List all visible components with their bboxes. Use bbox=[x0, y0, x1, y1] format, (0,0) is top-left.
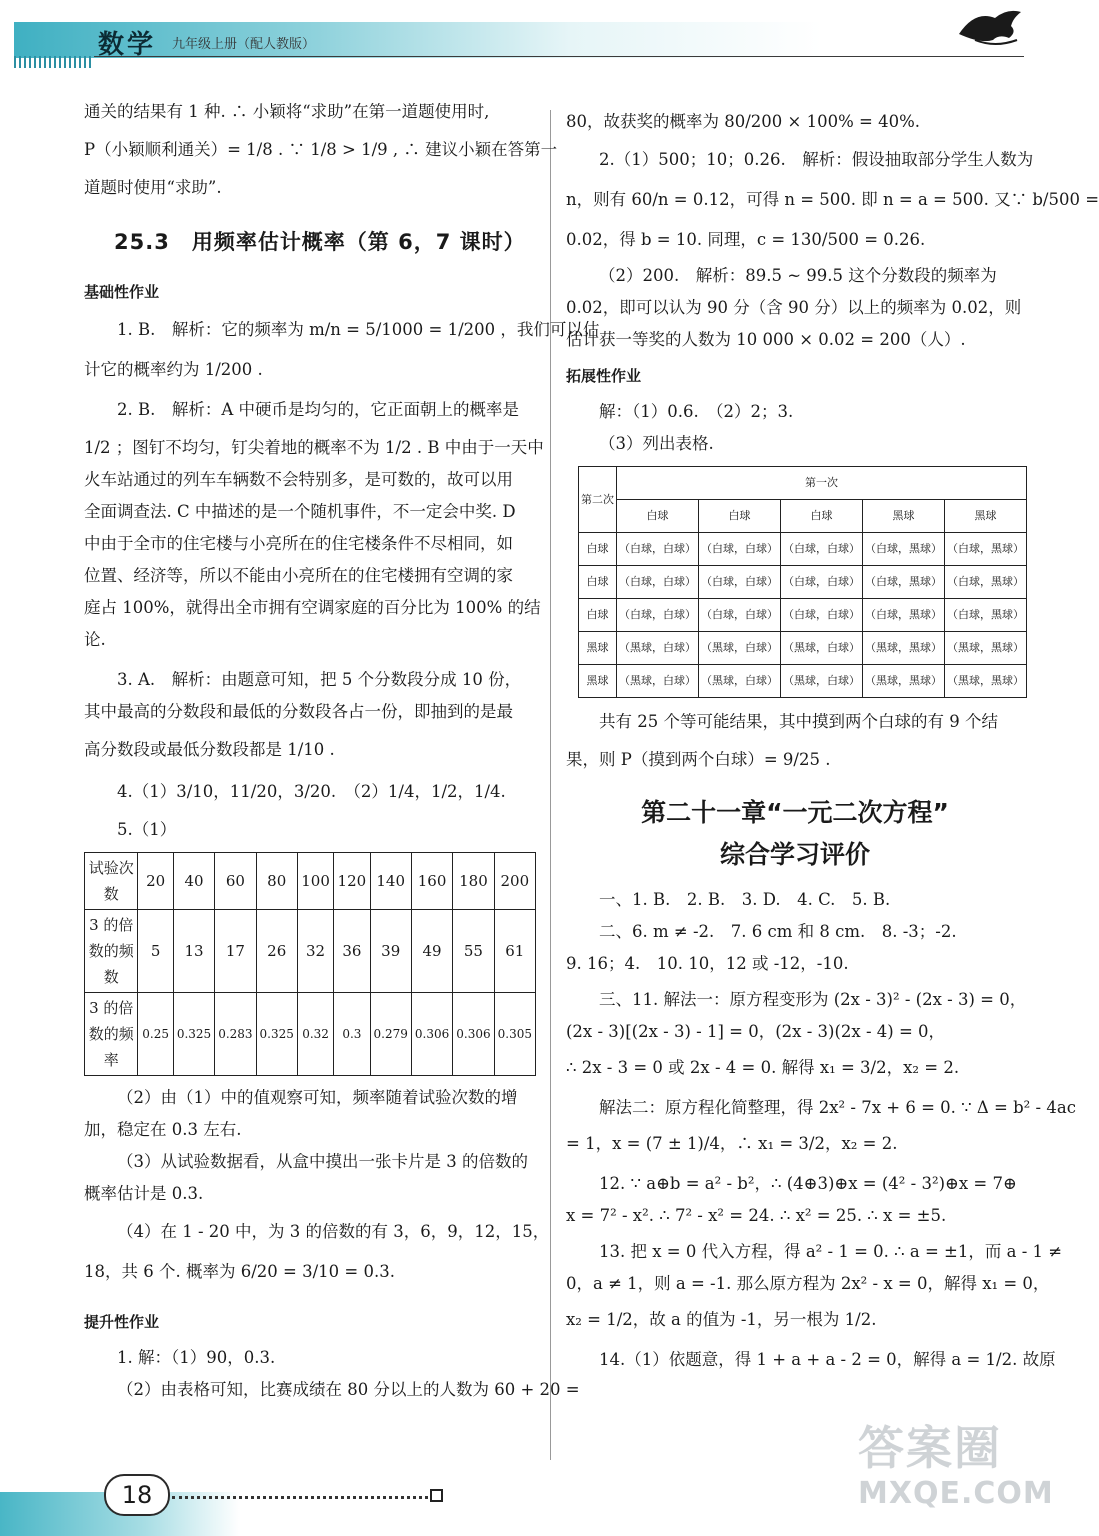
table-cell: （白球，白球） bbox=[781, 533, 863, 566]
answer-line: 位置、经济等，所以不能由小亮所在的住宅楼拥有空调的家 bbox=[84, 566, 513, 585]
answer-line: 3. A. 解析：由题意可知，把 5 个分数段分成 10 份， bbox=[117, 670, 522, 689]
intro-line: 通关的结果有 1 种. ∴ 小颖将“求助”在第一道题使用时, bbox=[84, 102, 490, 121]
table-cell: （白球，白球） bbox=[699, 599, 781, 632]
table-cell: （黑球，白球） bbox=[617, 665, 699, 698]
answer-line: x₂ = 1/2，故 a 的值为 -1，另一根为 1/2. bbox=[566, 1310, 877, 1329]
table-row bbox=[579, 566, 1027, 599]
watermark-logo-text: 答案圈 bbox=[858, 1421, 1002, 1475]
corner-header: 第二次 bbox=[579, 467, 617, 533]
answer-line: 二、6. m ≠ -2. 7. 6 cm 和 8 cm. 8. -3；-2. bbox=[599, 922, 957, 941]
table-cell: （黑球，白球） bbox=[781, 632, 863, 665]
table-cell: 0.306 bbox=[411, 993, 452, 1076]
answer-line: 庭占 100%，就得出全市拥有空调家庭的百分比为 100% 的结 bbox=[84, 598, 541, 617]
table-cell: （白球，黑球） bbox=[945, 599, 1027, 632]
table-cell: 0.25 bbox=[138, 993, 173, 1076]
column-divider bbox=[550, 110, 551, 1460]
header-rule bbox=[94, 56, 1024, 57]
table-cell: 0.283 bbox=[215, 993, 256, 1076]
answer-line: 计它的概率约为 1/200 . bbox=[84, 360, 263, 379]
table-cell: 0.305 bbox=[494, 993, 535, 1076]
answer-line: （3）从试验数据看，从盒中摸出一张卡片是 3 的倍数的 bbox=[117, 1152, 528, 1171]
answer-line: 论. bbox=[84, 630, 106, 649]
answer-line: n，则有 60/n = 0.12，可得 n = 500. 即 n = a = 500. 又∵ b/500 = bbox=[566, 190, 1099, 209]
table-cell: 49 bbox=[411, 910, 452, 993]
table-cell: 13 bbox=[173, 910, 214, 993]
table-cell: 40 bbox=[173, 853, 214, 910]
table-row bbox=[85, 853, 536, 910]
table-cell: （黑球，黑球） bbox=[945, 665, 1027, 698]
table-row bbox=[579, 467, 1027, 500]
answer-line: 18，共 6 个. 概率为 6/20 = 3/10 = 0.3. bbox=[84, 1262, 395, 1281]
table-cell: 80 bbox=[256, 853, 297, 910]
table-cell: 0.325 bbox=[256, 993, 297, 1076]
page-header bbox=[0, 0, 1041, 70]
table-cell: （黑球，白球） bbox=[699, 632, 781, 665]
table-cell: （白球，白球） bbox=[699, 566, 781, 599]
table-cell: （黑球，黑球） bbox=[863, 632, 945, 665]
answer-line: 2. B. 解析：A 中硬币是均匀的，它正面朝上的概率是 bbox=[117, 400, 520, 419]
header-band bbox=[14, 22, 1024, 58]
answer-line: 三、11. 解法一：原方程变形为 (2x - 3)² - (2x - 3) = 0， bbox=[599, 990, 1027, 1009]
answer-line: 解法二：原方程化简整理，得 2x² - 7x + 6 = 0. ∵ Δ = b² - 4ac bbox=[599, 1098, 1076, 1117]
intro-line: P（小颖顺利通关）= 1/8 . ∵ 1/8 > 1/9 , ∴ 建议小颖在答第一 bbox=[84, 140, 558, 159]
table-cell: （白球，白球） bbox=[617, 566, 699, 599]
bird-logo-icon bbox=[955, 4, 1025, 48]
row-header: 白球 bbox=[579, 599, 617, 632]
answer-line: 0.02，得 b = 10. 同理，c = 130/500 = 0.26. bbox=[566, 230, 926, 249]
answer-line: 0，a ≠ 1，则 a = -1. 那么原方程为 2x² - x = 0，解得 x₁ = 0， bbox=[566, 1274, 1050, 1293]
draw-results-table bbox=[578, 466, 1027, 698]
header-title: 数学 bbox=[98, 30, 157, 60]
table-cell: （黑球，黑球） bbox=[863, 665, 945, 698]
answer-line: 13. 把 x = 0 代入方程，得 a² - 1 = 0. ∴ a = ±1，而 a - 1 ≠ bbox=[599, 1242, 1063, 1261]
right-column bbox=[566, 96, 1099, 1376]
table-cell: （白球，白球） bbox=[617, 533, 699, 566]
table-cell: 0.325 bbox=[173, 993, 214, 1076]
chapter-title: 第二十一章“一元二次方程” bbox=[641, 798, 949, 827]
chapter-subtitle: 综合学习评价 bbox=[719, 840, 870, 869]
table-cell: 140 bbox=[370, 853, 411, 910]
answer-line: 共有 25 个等可能结果，其中摸到两个白球的有 9 个结 bbox=[599, 712, 998, 731]
table-cell: 0.279 bbox=[370, 993, 411, 1076]
section-title: 25.3 用频率估计概率（第 6，7 课时） bbox=[114, 230, 526, 254]
row-header: 黑球 bbox=[579, 665, 617, 698]
answer-line: 5.（1） bbox=[117, 820, 177, 839]
table-row bbox=[579, 632, 1027, 665]
row-header: 试验次数 bbox=[85, 853, 138, 910]
row-header: 3 的倍数的频数 bbox=[85, 910, 138, 993]
answer-line: （4）在 1 - 20 中，为 3 的倍数的有 3，6，9，12，15， bbox=[117, 1222, 550, 1241]
table-cell: 20 bbox=[138, 853, 173, 910]
table-cell: 180 bbox=[453, 853, 494, 910]
answer-line: 加，稳定在 0.3 左右. bbox=[84, 1120, 242, 1139]
table-row bbox=[85, 910, 536, 993]
answer-line: 80，故获奖的概率为 80/200 × 100% = 40%. bbox=[566, 112, 921, 131]
header-stripes bbox=[14, 56, 94, 68]
answer-line: 14.（1）依题意，得 1 + a + a - 2 = 0，解得 a = 1/2. 故原 bbox=[599, 1350, 1056, 1369]
table-cell: 60 bbox=[215, 853, 256, 910]
row-header: 黑球 bbox=[579, 632, 617, 665]
answer-line: 其中最高的分数段和最低的分数段各占一份，即抽到的是最 bbox=[84, 702, 513, 721]
table-cell: （黑球，白球） bbox=[699, 665, 781, 698]
table-cell: 61 bbox=[494, 910, 535, 993]
table-cell: （白球，白球） bbox=[781, 599, 863, 632]
table-cell: （白球，黑球） bbox=[863, 533, 945, 566]
header-subtitle: 九年级上册（配人教版） bbox=[172, 37, 316, 52]
top-header: 第一次 bbox=[617, 467, 1027, 500]
answer-line: 高分数段或最低分数段都是 1/10 . bbox=[84, 740, 335, 759]
column-header: 黑球 bbox=[863, 500, 945, 533]
answer-line: = 1，x = (7 ± 1)/4，∴ x₁ = 3/2，x₂ = 2. bbox=[566, 1134, 898, 1153]
table-cell: 100 bbox=[297, 853, 333, 910]
answer-line: （2）200. 解析：89.5 ~ 99.5 这个分数段的频率为 bbox=[599, 266, 997, 285]
column-header: 白球 bbox=[699, 500, 781, 533]
table-cell: 36 bbox=[334, 910, 370, 993]
table-cell: （黑球，白球） bbox=[781, 665, 863, 698]
table-cell: （黑球，黑球） bbox=[945, 632, 1027, 665]
answer-line: 2.（1）500；10；0.26. 解析：假设抽取部分学生人数为 bbox=[599, 150, 1034, 169]
answer-line: 4.（1）3/10，11/20，3/20. （2）1/4，1/2，1/4. bbox=[117, 782, 506, 801]
table-cell: （白球，黑球） bbox=[863, 599, 945, 632]
answer-line: 估计获一等奖的人数为 10 000 × 0.02 = 200（人）. bbox=[566, 330, 966, 349]
answer-line: 一、1. B. 2. B. 3. D. 4. C. 5. B. bbox=[599, 890, 891, 909]
answer-line: 1. 解：（1）90，0.3. bbox=[117, 1348, 276, 1367]
table-cell: 17 bbox=[215, 910, 256, 993]
table-cell: （白球，黑球） bbox=[945, 566, 1027, 599]
answer-line: 1. B. 解析：它的频率为 m/n = 5/1000 = 1/200 ，我们可以估 bbox=[117, 320, 600, 339]
footer-square-icon bbox=[430, 1489, 443, 1502]
footer-dotted-line bbox=[172, 1496, 428, 1499]
answer-line: 全面调查法. C 中描述的是一个随机事件，不一定会中奖. D bbox=[84, 502, 516, 521]
table-cell: 26 bbox=[256, 910, 297, 993]
watermark-url: MXQE.COM bbox=[858, 1476, 1054, 1511]
table-cell: 39 bbox=[370, 910, 411, 993]
table-cell: （白球，黑球） bbox=[863, 566, 945, 599]
column-header: 白球 bbox=[781, 500, 863, 533]
table-cell: （白球，白球） bbox=[781, 566, 863, 599]
answer-line: 中由于全市的住宅楼与小亮所在的住宅楼条件不尽相同，如 bbox=[84, 534, 513, 553]
answer-line: 0.02，即可以认为 90 分（含 90 分）以上的频率为 0.02，则 bbox=[566, 298, 1022, 317]
table-cell: 0.32 bbox=[297, 993, 333, 1076]
expand-heading: 拓展性作业 bbox=[566, 367, 642, 385]
table-row bbox=[85, 993, 536, 1076]
table-cell: 0.3 bbox=[334, 993, 370, 1076]
table-row bbox=[579, 533, 1027, 566]
answer-line: 概率估计是 0.3. bbox=[84, 1184, 204, 1203]
table-row bbox=[579, 665, 1027, 698]
table-cell: （黑球，白球） bbox=[617, 632, 699, 665]
table-cell: 32 bbox=[297, 910, 333, 993]
experiment-table bbox=[84, 852, 536, 1076]
answer-line: 1/2 ；图钉不均匀，钉尖着地的概率不为 1/2 . B 中由于一天中 bbox=[84, 438, 544, 457]
answer-line: 果，则 P（摸到两个白球）= 9/25 . bbox=[566, 750, 831, 769]
answer-line: 9. 16；4. 10. 10，12 或 -12，-10. bbox=[566, 954, 849, 973]
answer-line: 火车站通过的列车车辆数不会特别多，是可数的，故可以用 bbox=[84, 470, 513, 489]
intro-line: 道题时使用“求助”. bbox=[84, 178, 222, 197]
column-header: 黑球 bbox=[945, 500, 1027, 533]
answer-line: 12. ∵ a⊕b = a² - b²，∴ (4⊕3)⊕x = (4² - 3²)⊕x = 7⊕ bbox=[599, 1174, 1017, 1193]
table-cell: （白球，白球） bbox=[617, 599, 699, 632]
table-cell: 0.306 bbox=[453, 993, 494, 1076]
row-header: 3 的倍数的频率 bbox=[85, 993, 138, 1076]
answer-line: x = 7² - x². ∴ 7² - x² = 24. ∴ x² = 25. ∴ x = ±5. bbox=[566, 1206, 947, 1225]
watermark bbox=[858, 1420, 1054, 1530]
table-cell: （白球，黑球） bbox=[945, 533, 1027, 566]
answer-line: （2）由（1）中的值观察可知，频率随着试验次数的增 bbox=[117, 1088, 518, 1107]
table-cell: 200 bbox=[494, 853, 535, 910]
answer-line: （2）由表格可知，比赛成绩在 80 分以上的人数为 60 + 20 = bbox=[117, 1380, 580, 1399]
answer-line: （3）列出表格. bbox=[599, 434, 714, 453]
table-cell: 5 bbox=[138, 910, 173, 993]
row-header: 白球 bbox=[579, 566, 617, 599]
table-cell: 55 bbox=[453, 910, 494, 993]
table-cell: 120 bbox=[334, 853, 370, 910]
page-number: 18 bbox=[104, 1474, 170, 1516]
answer-line: (2x - 3)[(2x - 3) - 1] = 0，(2x - 3)(2x - 4) = 0， bbox=[566, 1022, 946, 1041]
table-cell: 160 bbox=[411, 853, 452, 910]
answer-line: 解：（1）0.6. （2）2；3. bbox=[599, 402, 794, 421]
answer-line: ∴ 2x - 3 = 0 或 2x - 4 = 0. 解得 x₁ = 3/2，x₂ = 2. bbox=[566, 1058, 960, 1077]
table-cell: （白球，白球） bbox=[699, 533, 781, 566]
table-row bbox=[579, 500, 1027, 533]
column-header: 白球 bbox=[617, 500, 699, 533]
table-row bbox=[579, 599, 1027, 632]
improve-heading: 提升性作业 bbox=[84, 1313, 160, 1331]
row-header: 白球 bbox=[579, 533, 617, 566]
basic-heading: 基础性作业 bbox=[84, 283, 160, 301]
